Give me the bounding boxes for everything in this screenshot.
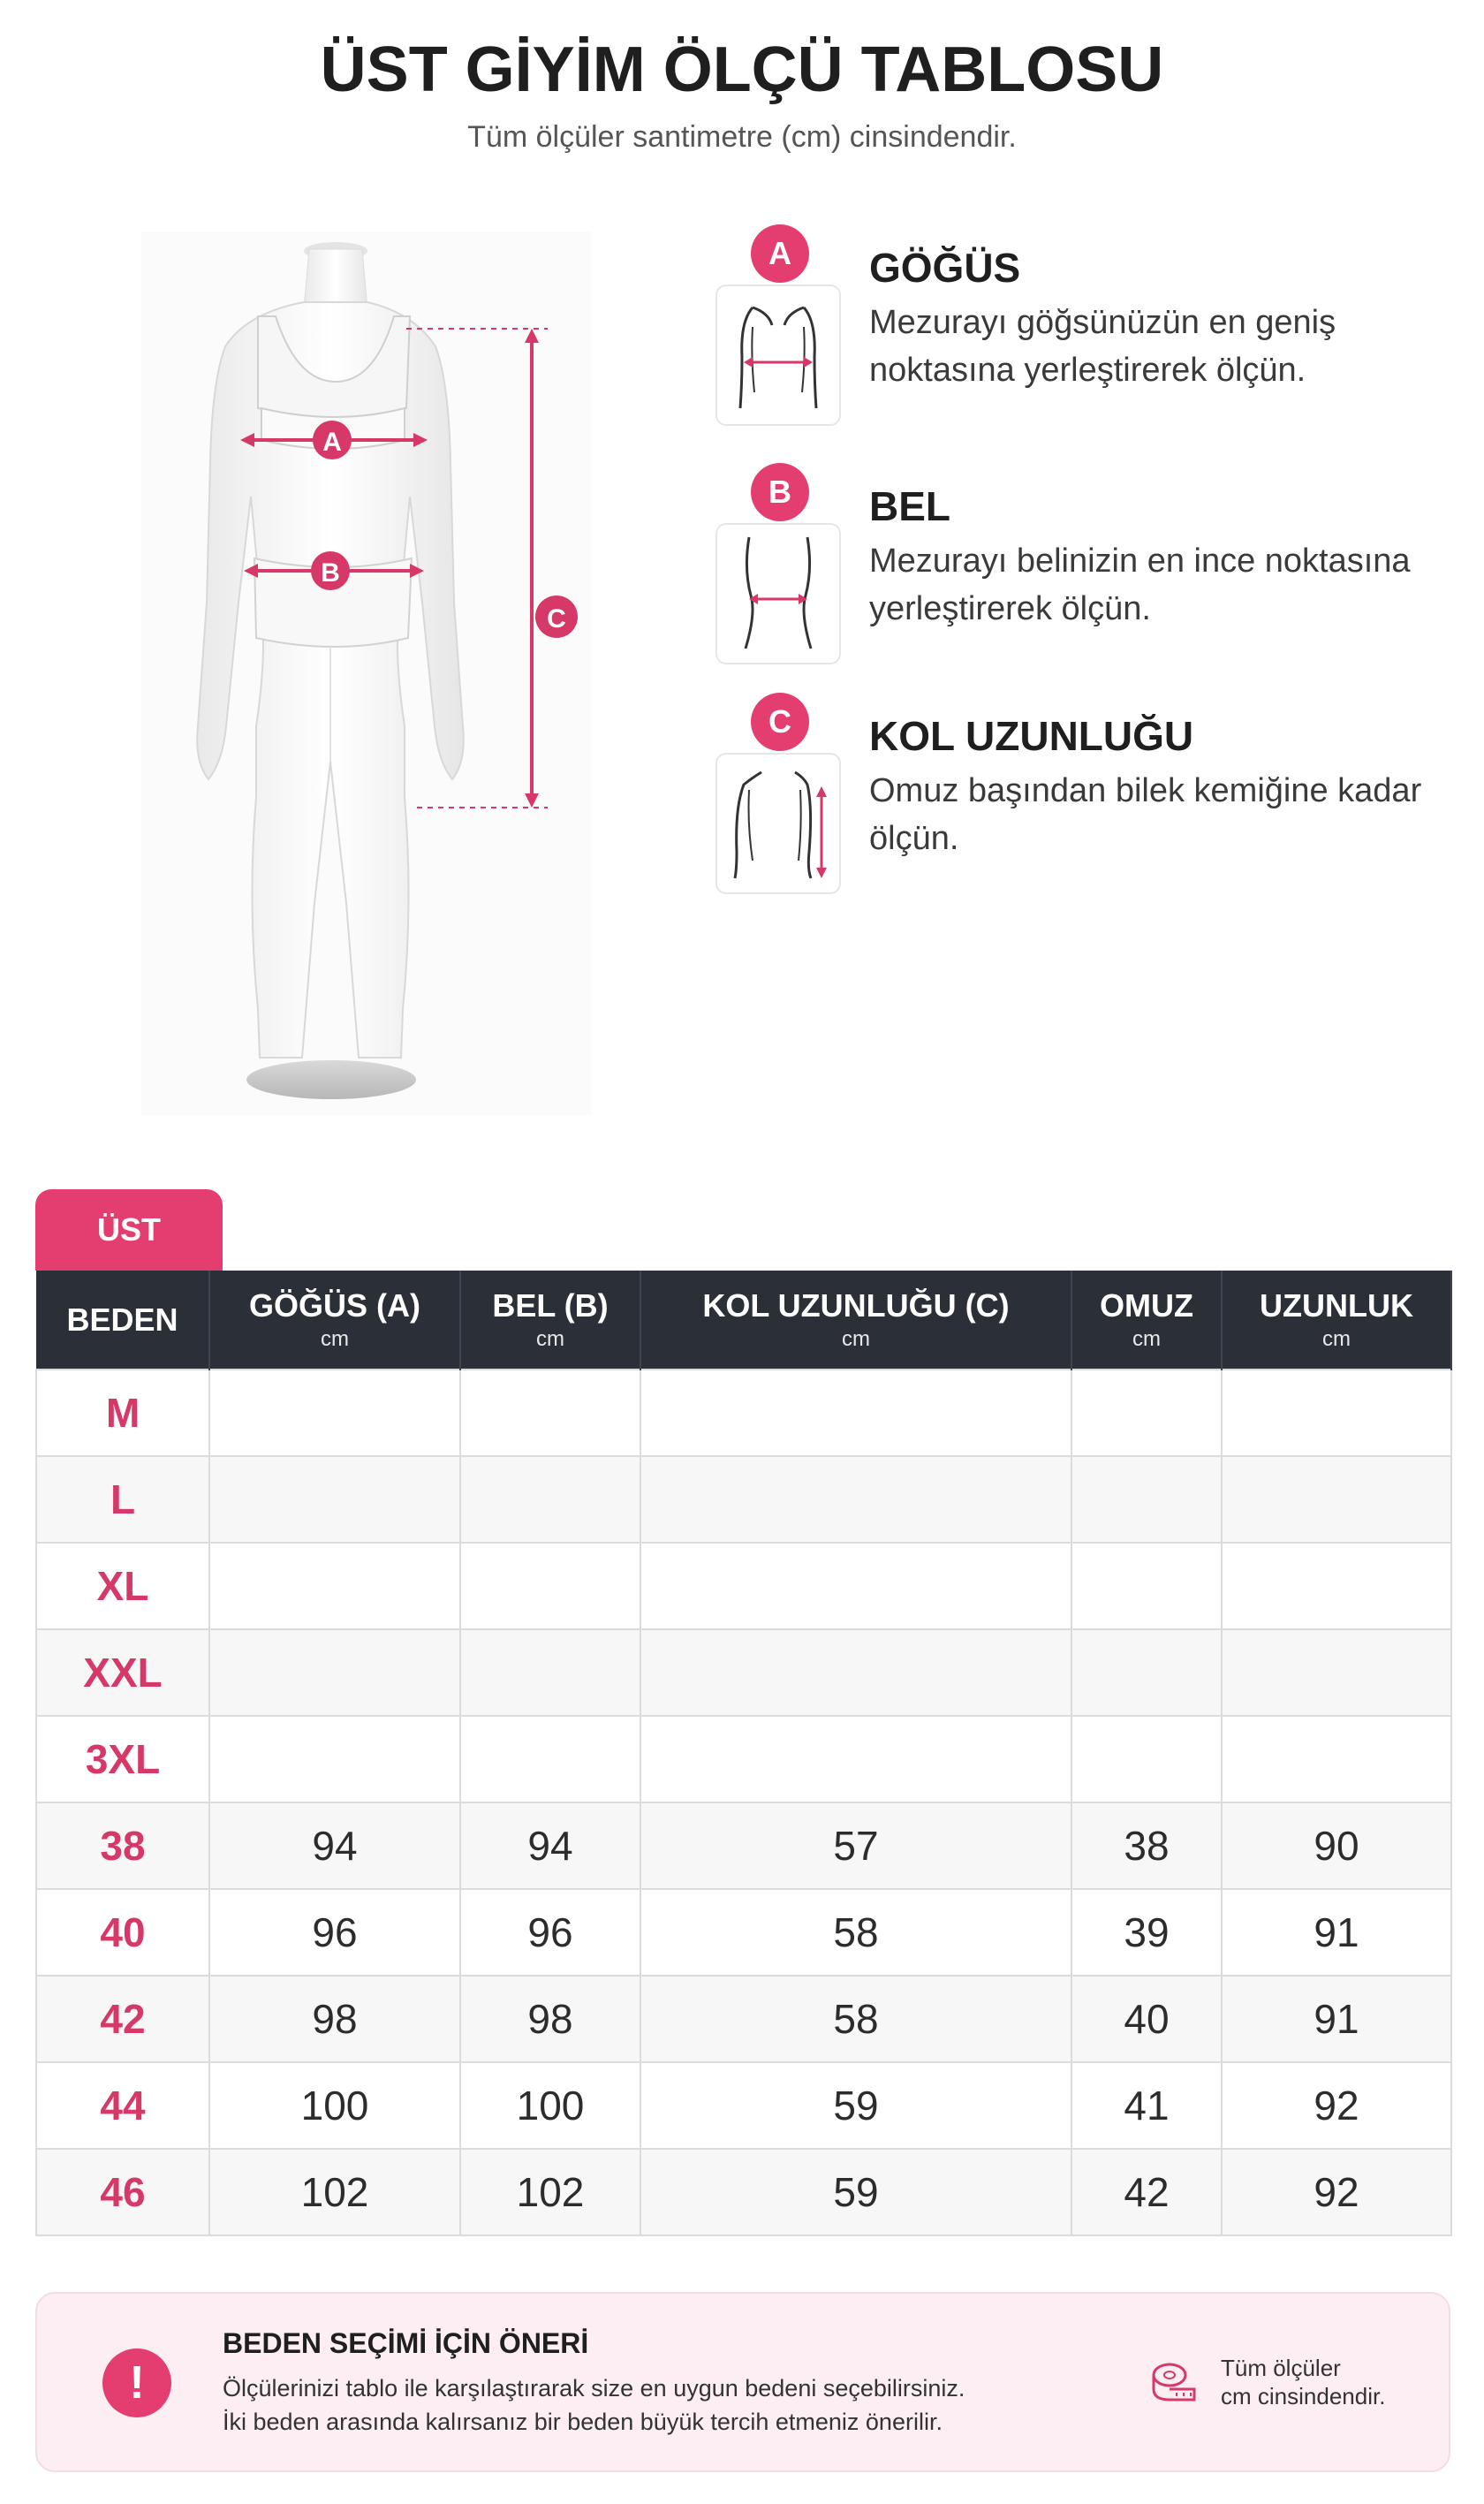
table-cell: 100 bbox=[209, 2062, 460, 2149]
marker-c: C bbox=[547, 604, 566, 634]
table-cell bbox=[1222, 1629, 1451, 1716]
table-header-row bbox=[36, 1271, 1451, 1370]
guide-item-chest bbox=[716, 224, 1458, 445]
guide-title-arm: KOL UZUNLUĞU bbox=[869, 713, 1194, 759]
table-row bbox=[36, 1456, 1451, 1543]
table-cell: 94 bbox=[209, 1802, 460, 1889]
table-cell bbox=[209, 1629, 460, 1716]
table-cell bbox=[209, 1370, 460, 1456]
column-header-omuz bbox=[1071, 1271, 1222, 1370]
table-row bbox=[36, 2149, 1451, 2235]
column-unit: cm bbox=[536, 1326, 564, 1351]
column-header-gogus bbox=[209, 1271, 460, 1370]
table-cell: 90 bbox=[1222, 1802, 1451, 1889]
table-cell bbox=[209, 1716, 460, 1802]
size-cell: 38 bbox=[36, 1802, 209, 1889]
table-cell bbox=[460, 1370, 640, 1456]
table-cell bbox=[1071, 1456, 1222, 1543]
table-cell bbox=[1071, 1543, 1222, 1629]
table-cell bbox=[1222, 1370, 1451, 1456]
column-label: BEL (B) bbox=[492, 1286, 609, 1324]
table-cell bbox=[640, 1456, 1071, 1543]
table-cell: 100 bbox=[460, 2062, 640, 2149]
column-label: GÖĞÜS (A) bbox=[249, 1286, 420, 1324]
table-cell: 58 bbox=[640, 1976, 1071, 2062]
size-cell: L bbox=[36, 1456, 209, 1543]
recommendation-text: İki beden arasında kalırsanız bir beden büyük tercih etmeniz önerilir. bbox=[223, 2409, 943, 2435]
table-cell: 42 bbox=[1071, 2149, 1222, 2235]
warning-icon: ! bbox=[102, 2348, 171, 2417]
column-header-beden bbox=[36, 1271, 209, 1370]
table-row bbox=[36, 1370, 1451, 1456]
mannequin-illustration bbox=[141, 231, 592, 1115]
size-cell: 3XL bbox=[36, 1716, 209, 1802]
column-unit: cm bbox=[842, 1326, 870, 1351]
column-unit: cm bbox=[1322, 1326, 1351, 1351]
guide-text-chest: Mezurayı göğsünüzün en geniş noktasına yerleştirerek ölçün. bbox=[869, 304, 1336, 389]
column-header-bel bbox=[460, 1271, 640, 1370]
table-cell: 102 bbox=[460, 2149, 640, 2235]
waist-measure-icon bbox=[716, 523, 841, 664]
arm-length-icon bbox=[716, 753, 841, 894]
table-cell: 96 bbox=[209, 1889, 460, 1976]
column-label: OMUZ bbox=[1100, 1286, 1193, 1324]
table-cell: 91 bbox=[1222, 1976, 1451, 2062]
recommendation-box bbox=[35, 2292, 1450, 2472]
column-unit: cm bbox=[321, 1326, 349, 1351]
table-cell: 96 bbox=[460, 1889, 640, 1976]
table-cell bbox=[640, 1543, 1071, 1629]
badge-a: A bbox=[751, 224, 809, 283]
table-row bbox=[36, 1716, 1451, 1802]
table-cell: 92 bbox=[1222, 2149, 1451, 2235]
column-label: KOL UZUNLUĞU (C) bbox=[702, 1286, 1010, 1324]
guide-text-waist: Mezurayı belinizin en ince noktasına yerleştirerek ölçün. bbox=[869, 543, 1411, 627]
recommendation-title: BEDEN SEÇİMİ İÇİN ÖNERİ bbox=[223, 2327, 589, 2359]
table-row bbox=[36, 1802, 1451, 1889]
table-row bbox=[36, 1629, 1451, 1716]
table-cell bbox=[209, 1543, 460, 1629]
table-cell: 40 bbox=[1071, 1976, 1222, 2062]
table-cell bbox=[640, 1629, 1071, 1716]
table-row bbox=[36, 1889, 1451, 1976]
size-cell: XL bbox=[36, 1543, 209, 1629]
table-cell: 39 bbox=[1071, 1889, 1222, 1976]
table-cell bbox=[1222, 1456, 1451, 1543]
guide-title-chest: GÖĞÜS bbox=[869, 245, 1021, 291]
table-cell bbox=[460, 1629, 640, 1716]
column-label: BEDEN bbox=[66, 1301, 178, 1338]
table-cell bbox=[1222, 1716, 1451, 1802]
size-cell: 40 bbox=[36, 1889, 209, 1976]
units-note-line: Tüm ölçüler bbox=[1221, 2355, 1341, 2381]
size-cell: 46 bbox=[36, 2149, 209, 2235]
size-cell: XXL bbox=[36, 1629, 209, 1716]
marker-a: A bbox=[322, 428, 342, 457]
guide-title-waist: BEL bbox=[869, 483, 950, 529]
column-unit: cm bbox=[1132, 1326, 1161, 1351]
recommendation-text: Ölçülerinizi tablo ile karşılaştırarak size en uygun bedeni seçebilirsiniz. bbox=[223, 2375, 965, 2402]
size-table bbox=[35, 1271, 1452, 2236]
marker-b: B bbox=[321, 558, 340, 588]
table-row bbox=[36, 1976, 1451, 2062]
table-cell: 59 bbox=[640, 2149, 1071, 2235]
table-row bbox=[36, 1543, 1451, 1629]
guide-item-waist bbox=[716, 463, 1458, 684]
chest-measure-icon bbox=[716, 285, 841, 426]
table-cell bbox=[640, 1716, 1071, 1802]
units-note bbox=[1221, 2354, 1385, 2410]
guide-item-arm bbox=[716, 693, 1458, 914]
tab-ust[interactable]: ÜST bbox=[35, 1189, 223, 1271]
table-cell: 102 bbox=[209, 2149, 460, 2235]
page-title: ÜST GİYİM ÖLÇÜ TABLOSU bbox=[320, 34, 1164, 105]
table-cell bbox=[1071, 1370, 1222, 1456]
table-cell bbox=[209, 1456, 460, 1543]
page-subtitle: Tüm ölçüler santimetre (cm) cinsindendir. bbox=[467, 120, 1017, 154]
table-cell: 58 bbox=[640, 1889, 1071, 1976]
table-cell bbox=[460, 1456, 640, 1543]
units-note-line: cm cinsindendir. bbox=[1221, 2383, 1386, 2409]
guide-text-arm: Omuz başından bilek kemiğine kadar ölçün. bbox=[869, 772, 1422, 857]
badge-c: C bbox=[751, 693, 809, 751]
table-cell: 94 bbox=[460, 1802, 640, 1889]
table-cell: 57 bbox=[640, 1802, 1071, 1889]
table-cell bbox=[1071, 1629, 1222, 1716]
column-header-uzunluk bbox=[1222, 1271, 1451, 1370]
size-cell: 44 bbox=[36, 2062, 209, 2149]
table-cell: 98 bbox=[460, 1976, 640, 2062]
table-cell bbox=[460, 1716, 640, 1802]
table-cell bbox=[460, 1543, 640, 1629]
table-cell: 91 bbox=[1222, 1889, 1451, 1976]
size-cell: M bbox=[36, 1370, 209, 1456]
table-row bbox=[36, 2062, 1451, 2149]
table-cell: 38 bbox=[1071, 1802, 1222, 1889]
size-cell: 42 bbox=[36, 1976, 209, 2062]
table-cell bbox=[640, 1370, 1071, 1456]
table-cell: 59 bbox=[640, 2062, 1071, 2149]
badge-b: B bbox=[751, 463, 809, 521]
table-cell: 92 bbox=[1222, 2062, 1451, 2149]
column-label: UZUNLUK bbox=[1260, 1286, 1413, 1324]
table-cell bbox=[1222, 1543, 1451, 1629]
column-header-kol-uzunlugu bbox=[640, 1271, 1071, 1370]
table-cell bbox=[1071, 1716, 1222, 1802]
measuring-tape-icon bbox=[1148, 2357, 1200, 2409]
table-cell: 41 bbox=[1071, 2062, 1222, 2149]
table-cell: 98 bbox=[209, 1976, 460, 2062]
